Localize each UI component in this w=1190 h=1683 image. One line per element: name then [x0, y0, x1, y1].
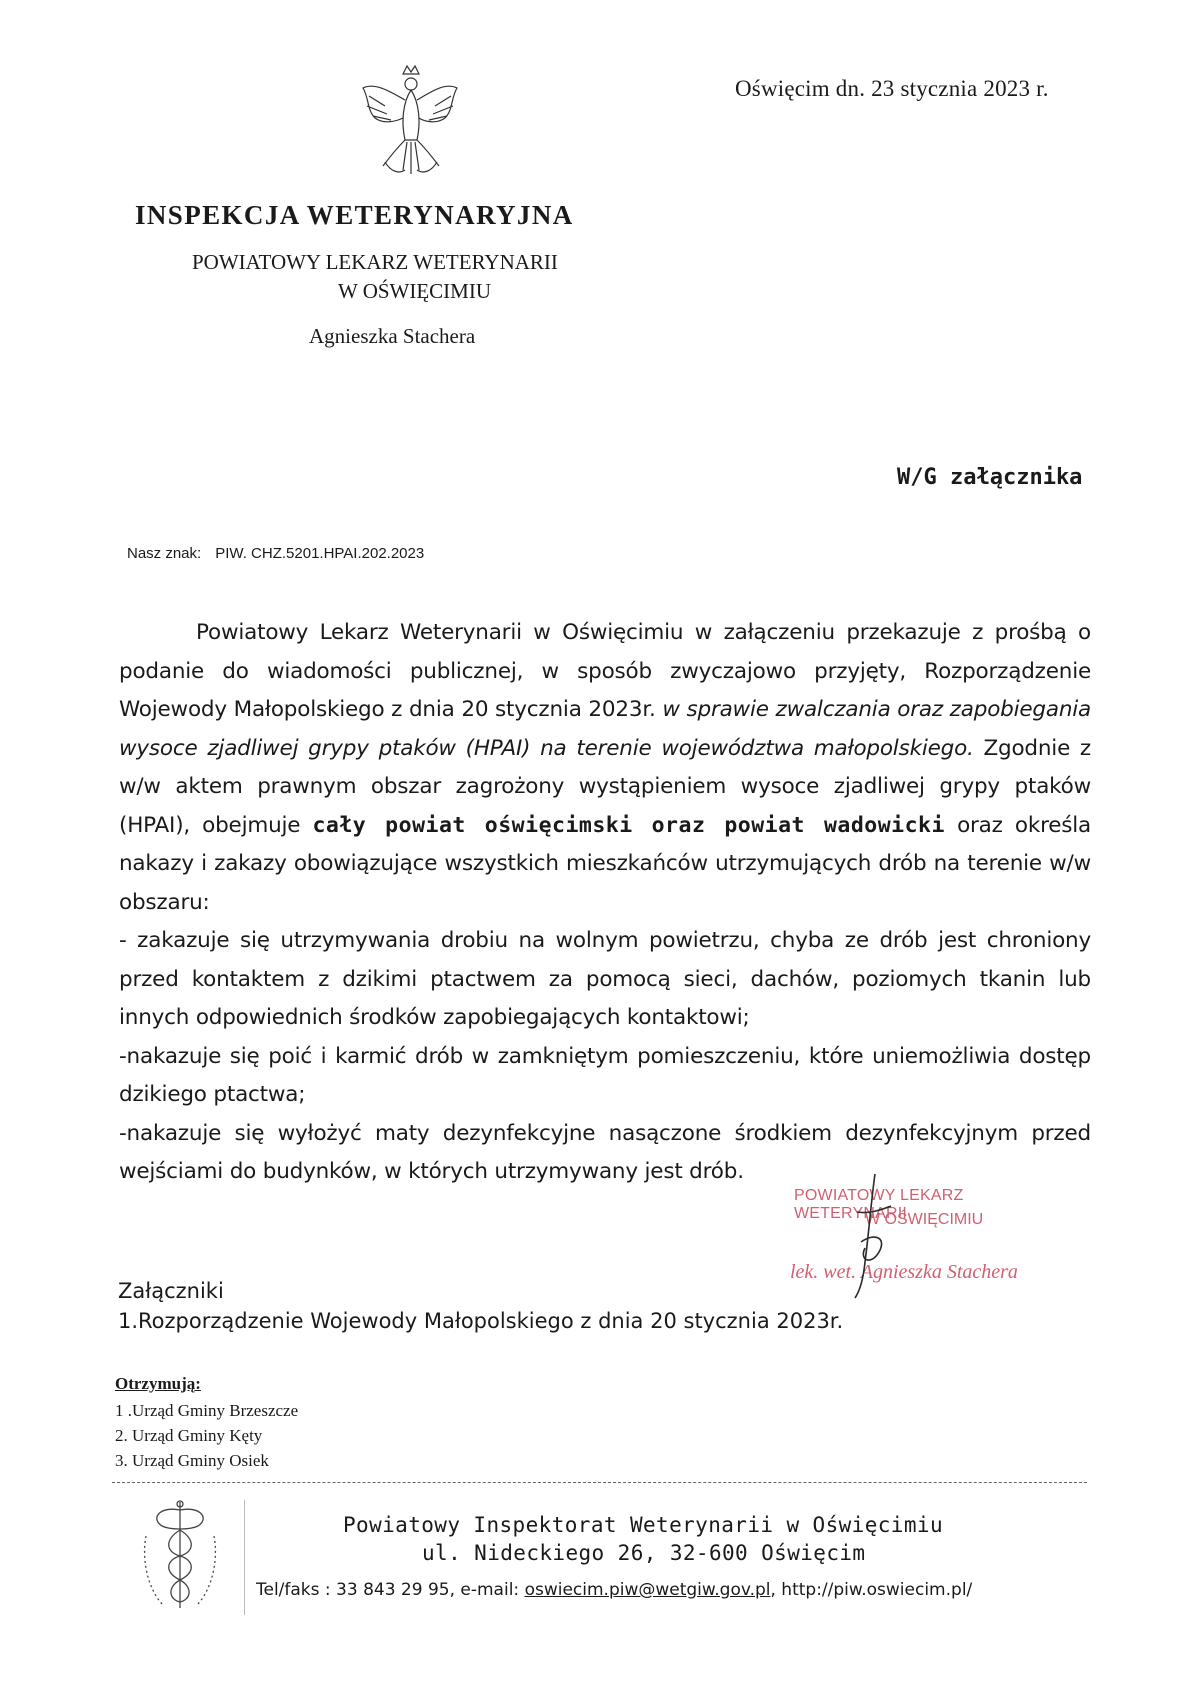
recipients-title: Otrzymują:	[115, 1374, 201, 1393]
rule-item: - zakazuje się utrzymywania drobiu na wolnym powietrzu, chyba ze drób jest chroniony przed kontaktem z dzikimi ptactwem za pomocą sieci, dachów, poziomych tkanin lub innych odpowiednich środków zapobiegających kontaktowi;	[119, 928, 1091, 1030]
rule-item: -nakazuje się poić i karmić drób w zamkniętym pomieszczeniu, które uniemożliwia dostęp dzikiego ptactwa;	[119, 1043, 1091, 1107]
attachments-title: Załączniki	[118, 1279, 224, 1303]
reference-number	[127, 545, 438, 562]
attachment-item: 1.Rozporządzenie Wojewody Małopolskiego z dnia 20 stycznia 2023r.	[118, 1309, 844, 1333]
handwritten-signature	[835, 1172, 905, 1302]
footer-email-link[interactable]: oswiecim.piw@wetgiw.gov.pl	[524, 1580, 771, 1600]
institution-name: INSPEKCJA WETERYNARYJNA	[135, 200, 574, 230]
addressee-note: W/G załącznika	[897, 465, 1083, 490]
stamp-signatory: lek. wet. Agnieszka Stachera	[790, 1261, 1018, 1283]
rule-item: -nakazuje się wyłożyć maty dezynfekcyjne nasączone środkiem dezynfekcyjnym przed wejściami do budynków, w których utrzymywany jest drób.	[119, 1120, 1091, 1184]
caduceus-icon	[140, 1496, 220, 1614]
official-stamp	[790, 1187, 1080, 1287]
regulation-title: w sprawie zwalczania oraz zapobiegania wysoce zjadliwej grypy ptaków (HPAI) na terenie województwa małopolskiego.	[119, 697, 1091, 761]
office-title: POWIATOWY LEKARZ WETERYNARII	[192, 250, 558, 274]
paragraph-text: oraz określa nakazy i zakazy obowiązujące wszystkich mieszkańców utrzymujących drób na terenie w/w obszaru:	[119, 812, 1092, 915]
footer-phone: Tel/faks : 33 843 29 95, e-mail:	[256, 1580, 525, 1600]
footer-institution: Powiatowy Inspektorat Weterynarii w Oświęcimiu	[343, 1513, 943, 1537]
officer-name: Agnieszka Stachera	[309, 324, 476, 348]
recipient-item: 3. Urząd Gminy Osiek	[115, 1451, 269, 1470]
letter-body	[119, 614, 1091, 1192]
document-date: Oświęcim dn. 23 stycznia 2023 r.	[735, 76, 1049, 101]
footer-contact	[256, 1580, 972, 1600]
recipient-item: 1 .Urząd Gminy Brzeszcze	[115, 1401, 299, 1420]
recipient-item: 2. Urząd Gminy Kęty	[115, 1426, 263, 1445]
stamp-line: POWIATOWY LEKARZ WETERYNARII	[794, 1187, 964, 1222]
office-location: W OŚWIĘCIMIU	[338, 279, 492, 303]
stamp-line: W OŚWIĘCIMIU	[865, 1211, 984, 1228]
reference-value: PIW. CHZ.5201.HPAI.202.2023	[215, 545, 425, 562]
paragraph-text: Zgodnie z w/w aktem prawnym obszar zagrożony wystąpieniem wysoce zjadliwej grypy ptaków (HPAI), obejmuje	[119, 735, 1092, 838]
eagle-emblem-icon	[355, 62, 465, 180]
paragraph-text: Powiatowy Lekarz Weterynarii w Oświęcimiu w załączeniu przekazuje z prośbą o podanie do wiadomości publicznej, w sposób zwyczajowo przyjęty, Rozporządzenie Wojewody Małopolskiego z dnia 20 stycznia 2023r.	[119, 620, 1091, 722]
recipients-list	[115, 1398, 298, 1473]
affected-area: cały powiat oświęcimski oraz powiat wadowicki	[312, 812, 945, 838]
main-paragraph	[119, 614, 1091, 922]
footer-address: ul. Nideckiego 26, 32-600 Oświęcim	[422, 1541, 866, 1565]
reference-label: Nasz znak:	[127, 545, 202, 562]
footer-separator	[244, 1500, 245, 1615]
footer-website[interactable]: , http://piw.oswiecim.pl/	[770, 1580, 973, 1600]
footer-divider	[112, 1482, 1087, 1483]
